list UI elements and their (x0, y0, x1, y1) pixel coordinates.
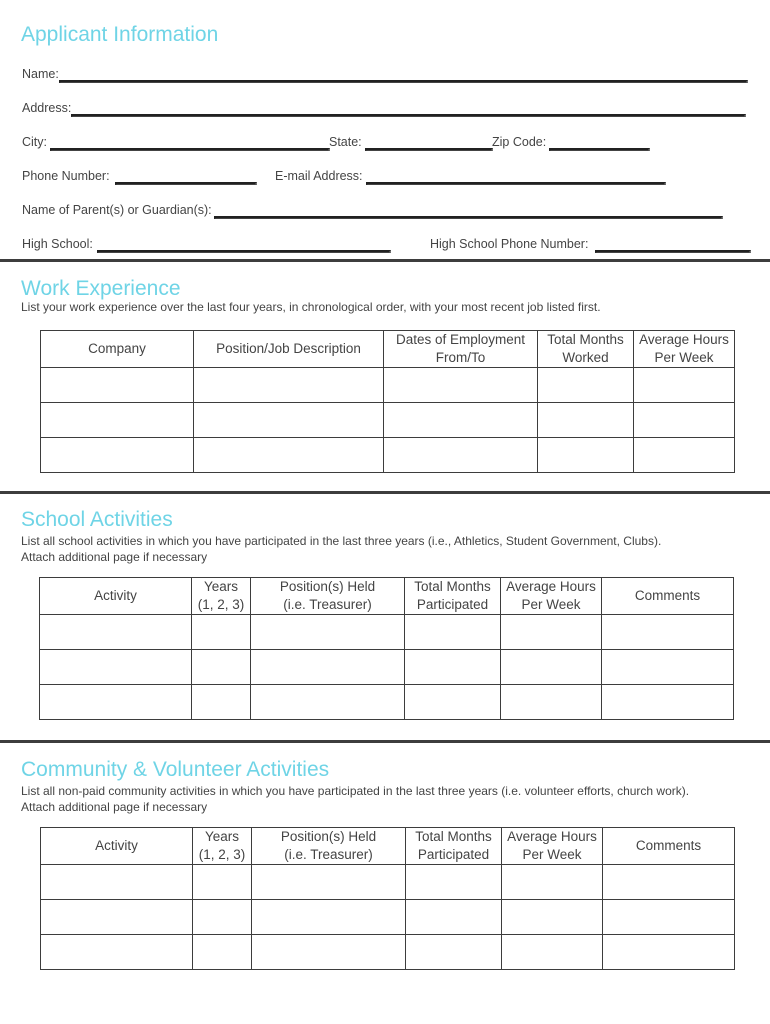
table-cell[interactable] (193, 900, 252, 935)
phone-label: Phone Number: (22, 169, 110, 183)
work-experience-table (40, 330, 735, 473)
work-description-text: List your work experience over the last four years, in chronological order, with your most recent job listed first. (21, 300, 601, 314)
column-header: Average Hours Per Week (502, 828, 603, 865)
parent-field[interactable] (214, 216, 723, 219)
applicant-section-title: Applicant Information (21, 23, 219, 46)
high-school-label: High School: (22, 237, 93, 251)
community-description-line: Attach additional page if necessary (21, 800, 208, 814)
table-cell[interactable] (602, 615, 734, 650)
address-label: Address: (22, 101, 72, 115)
table-cell[interactable] (634, 368, 735, 403)
table-cell[interactable] (603, 900, 735, 935)
table-cell[interactable] (192, 650, 251, 685)
column-header: Years (1, 2, 3) (192, 578, 251, 615)
school-description-line: Attach additional page if necessary (21, 550, 208, 564)
table-cell[interactable] (41, 865, 193, 900)
table-row (41, 935, 735, 970)
table-cell[interactable] (40, 685, 192, 720)
table-row (41, 368, 735, 403)
table-cell[interactable] (501, 615, 602, 650)
school-activities-table (39, 577, 734, 720)
table-cell[interactable] (405, 650, 501, 685)
table-cell[interactable] (406, 935, 502, 970)
work-description (21, 299, 601, 315)
section-divider (0, 740, 770, 743)
table-cell[interactable] (384, 368, 538, 403)
work-section-title: Work Experience (21, 277, 181, 300)
table-header-row (41, 331, 735, 368)
community-section-title: Community & Volunteer Activities (21, 758, 330, 781)
table-cell[interactable] (502, 900, 603, 935)
table-row (40, 615, 734, 650)
high-school-field[interactable] (97, 250, 391, 253)
parent-label: Name of Parent(s) or Guardian(s): (22, 203, 212, 217)
state-label: State: (329, 135, 362, 149)
phone-field[interactable] (115, 182, 257, 185)
table-cell[interactable] (194, 403, 384, 438)
phone-email-row (22, 167, 664, 185)
name-field[interactable] (59, 80, 748, 83)
high-school-phone-label: High School Phone Number: (430, 237, 589, 251)
table-cell[interactable] (502, 865, 603, 900)
table-cell[interactable] (634, 438, 735, 473)
column-header: Company (41, 331, 194, 368)
column-header: Years (1, 2, 3) (193, 828, 252, 865)
table-row (41, 438, 735, 473)
high-school-phone-field[interactable] (595, 250, 751, 253)
column-header: Activity (40, 578, 192, 615)
table-cell[interactable] (193, 865, 252, 900)
table-cell[interactable] (193, 935, 252, 970)
address-field[interactable] (71, 114, 746, 117)
column-header: Position/Job Description (194, 331, 384, 368)
table-cell[interactable] (41, 368, 194, 403)
table-cell[interactable] (384, 438, 538, 473)
table-cell[interactable] (41, 935, 193, 970)
table-cell[interactable] (538, 438, 634, 473)
column-header: Comments (603, 828, 735, 865)
column-header: Total Months Participated (406, 828, 502, 865)
section-divider (0, 491, 770, 494)
table-cell[interactable] (603, 935, 735, 970)
table-cell[interactable] (40, 615, 192, 650)
school-section-title: School Activities (21, 508, 173, 531)
parent-row (22, 201, 720, 219)
column-header: Dates of Employment From/To (384, 331, 538, 368)
community-activities-table (40, 827, 735, 970)
school-row (22, 235, 748, 253)
table-cell[interactable] (192, 685, 251, 720)
table-cell[interactable] (194, 438, 384, 473)
zip-label: Zip Code: (492, 135, 547, 149)
column-header: Total Months Worked (538, 331, 634, 368)
table-cell[interactable] (405, 615, 501, 650)
table-cell[interactable] (192, 615, 251, 650)
table-cell[interactable] (251, 650, 405, 685)
table-cell[interactable] (602, 650, 734, 685)
table-cell[interactable] (602, 685, 734, 720)
table-cell[interactable] (194, 368, 384, 403)
state-field[interactable] (365, 148, 493, 151)
table-row (41, 900, 735, 935)
table-header-row (41, 828, 735, 865)
column-header: Average Hours Per Week (634, 331, 735, 368)
email-label: E-mail Address: (275, 169, 363, 183)
column-header: Position(s) Held (i.e. Treasurer) (251, 578, 405, 615)
column-header: Position(s) Held (i.e. Treasurer) (252, 828, 406, 865)
community-description-line: List all non-paid community activities in which you have participated in the last three years (i.e. volunteer efforts, church work). (21, 784, 690, 798)
table-cell[interactable] (634, 403, 735, 438)
school-description-line: List all school activities in which you have participated in the last three years (i.e., Athletics, Student Government, Clubs). (21, 534, 662, 548)
table-cell[interactable] (603, 865, 735, 900)
table-cell[interactable] (501, 685, 602, 720)
city-state-zip-row (22, 133, 648, 151)
table-cell[interactable] (405, 685, 501, 720)
table-cell[interactable] (252, 865, 406, 900)
school-description (21, 533, 661, 565)
table-cell[interactable] (384, 403, 538, 438)
table-row (41, 403, 735, 438)
section-divider (0, 259, 770, 262)
table-cell[interactable] (251, 615, 405, 650)
table-cell[interactable] (538, 368, 634, 403)
zip-field[interactable] (549, 148, 650, 151)
table-cell[interactable] (41, 403, 194, 438)
column-header: Activity (41, 828, 193, 865)
table-row (41, 865, 735, 900)
column-header: Average Hours Per Week (501, 578, 602, 615)
table-cell[interactable] (41, 438, 194, 473)
city-field[interactable] (50, 148, 330, 151)
table-cell[interactable] (501, 650, 602, 685)
table-row (40, 685, 734, 720)
community-description (21, 783, 689, 815)
table-cell[interactable] (41, 900, 193, 935)
column-header: Comments (602, 578, 734, 615)
table-cell[interactable] (538, 403, 634, 438)
table-cell[interactable] (251, 685, 405, 720)
table-cell[interactable] (502, 935, 603, 970)
table-cell[interactable] (40, 650, 192, 685)
table-cell[interactable] (406, 865, 502, 900)
city-label: City: (22, 135, 47, 149)
name-label: Name: (22, 67, 59, 81)
table-row (40, 650, 734, 685)
table-cell[interactable] (252, 900, 406, 935)
name-row (22, 65, 744, 83)
column-header: Total Months Participated (405, 578, 501, 615)
address-row (22, 99, 742, 117)
table-header-row (40, 578, 734, 615)
table-cell[interactable] (252, 935, 406, 970)
table-cell[interactable] (406, 900, 502, 935)
email-field[interactable] (366, 182, 666, 185)
